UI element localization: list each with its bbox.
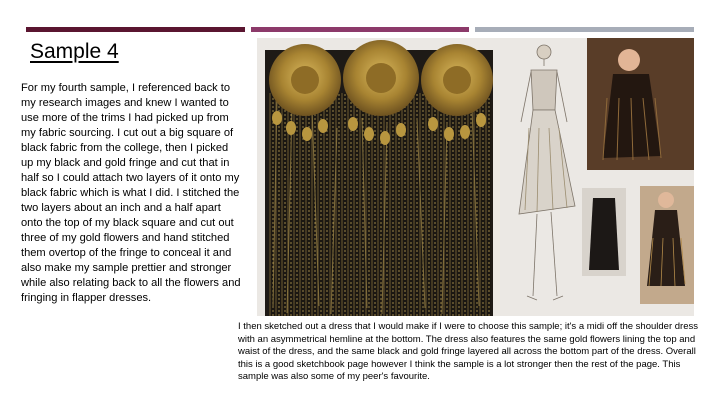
accent-bar-right <box>475 27 694 32</box>
sketchbook-page-photo <box>257 38 694 316</box>
sample-description: For my fourth sample, I referenced back to my research images and knew I wanted to use more of the trims I had picked up from my fabric sourcing. I cut out a big square of black fabric from the college, then I picked up my black and gold fringe and cut that in half so I could attach two layers of it onto my black fabric which is what I did. I stitched the two layers about an inch and a half apart onto the top of my black square and cut out three of my gold flowers and hand stitched them overtop of the fringe to conceal it and also make my sample prettier and stronger while also relating back to all the flowers and fringing in flapper dresses. <box>21 82 241 304</box>
sketch-caption: I then sketched out a dress that I would make if I were to choose this sample; it's a midi off the shoulder dress with an asymmetrical hemline at the bottom. The dress also features the same gold flowers lining the top and waist of the dress, and the same black and gold fringe layered all across the bottom part of the dress. Overall this is a good sketchbook page however I think the sample is a lot stronger then the rest of the page. This sample was also some of my peer's favourite. <box>238 321 698 383</box>
slide-title: Sample 4 <box>30 40 119 63</box>
accent-bar-left <box>26 27 245 32</box>
fringe-sample-image <box>265 40 493 316</box>
flapper-photo-top <box>587 38 694 170</box>
accent-bar-middle <box>251 27 469 32</box>
flapper-photo-bottom <box>640 186 694 304</box>
black-dress-photo <box>582 188 626 276</box>
